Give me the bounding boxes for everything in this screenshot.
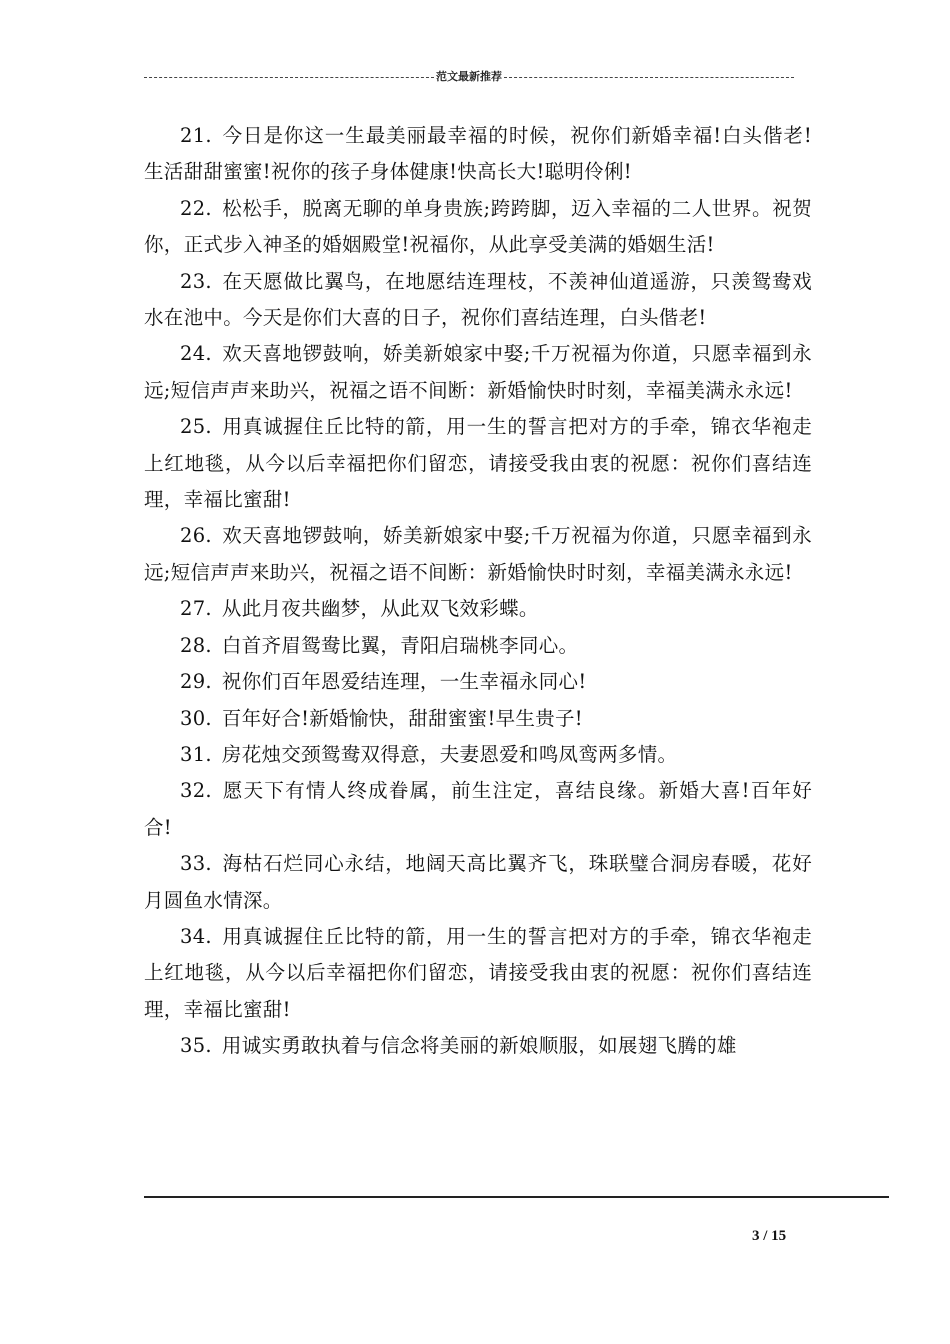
- page-header: [144, 66, 794, 86]
- document-body: [144, 118, 812, 1065]
- item-text: 用真诚握住丘比特的箭，用一生的誓言把对方的手牵，锦衣华袍走上红地毯，从今以后幸福把你们留恋，请接受我由衷的祝愿：祝你们喜结连理，幸福比蜜甜!: [144, 924, 812, 1021]
- item-number: 22.: [180, 196, 212, 220]
- list-item: [144, 664, 812, 700]
- list-item: [144, 336, 812, 409]
- item-number: 30.: [180, 706, 212, 730]
- item-number: 27.: [180, 597, 212, 621]
- item-text: 房花烛交颈鸳鸯双得意，夫妻恩爱和鸣凤鸾两多情。: [221, 742, 678, 766]
- item-text: 愿天下有情人终成眷属，前生注定，喜结良缘。新婚大喜!百年好合!: [144, 779, 812, 839]
- item-text: 海枯石烂同心永结，地阔天高比翼齐飞，珠联璧合洞房春暖，花好月圆鱼水情深。: [144, 852, 812, 912]
- item-number: 35.: [180, 1034, 212, 1058]
- item-number: 33.: [180, 852, 212, 876]
- header-dashes-left: [144, 77, 434, 78]
- list-item: [144, 919, 812, 1028]
- header-title: 范文最新推荐: [436, 70, 502, 83]
- item-number: 21.: [180, 124, 212, 147]
- list-item: [144, 409, 812, 518]
- list-item: [144, 591, 812, 627]
- header-dashes-right: [504, 77, 794, 78]
- item-text: 百年好合!新婚愉快，甜甜蜜蜜!早生贵子!: [221, 706, 583, 730]
- item-text: 用诚实勇敢执着与信念将美丽的新娘顺服，如展翅飞腾的雄: [221, 1034, 737, 1058]
- item-number: 24.: [180, 342, 212, 366]
- footer-divider: [144, 1196, 889, 1198]
- item-number: 28.: [180, 633, 212, 657]
- item-text: 在天愿做比翼鸟，在地愿结连理枝，不羡神仙道遥游，只羡鸳鸯戏水在池中。今天是你们大喜的日子，祝你们喜结连理，白头偕老!: [144, 269, 812, 330]
- item-text: 今日是你这一生最美丽最幸福的时候，祝你们新婚幸福!白头偕老!生活甜甜蜜蜜!祝你的孩子身体健康!快高长大!聪明伶俐!: [144, 124, 812, 184]
- list-item: [144, 737, 812, 773]
- list-item: [144, 1028, 812, 1064]
- list-item: [144, 773, 812, 846]
- list-item: [144, 701, 812, 737]
- list-item: [144, 191, 812, 264]
- item-number: 29.: [180, 670, 212, 694]
- item-number: 23.: [180, 269, 212, 293]
- item-text: 白首齐眉鸳鸯比翼，青阳启瑞桃李同心。: [221, 633, 579, 657]
- item-number: 26.: [180, 524, 212, 548]
- item-text: 欢天喜地锣鼓响，娇美新娘家中娶;千万祝福为你道，只愿幸福到永远;短信声声来助兴，祝福之语不间断：新婚愉快时时刻，幸福美满永永远!: [144, 524, 812, 584]
- item-text: 松松手，脱离无聊的单身贵族;跨跨脚，迈入幸福的二人世界。祝贺你，正式步入神圣的婚姻殿堂!祝福你，从此享受美满的婚姻生活!: [144, 196, 812, 257]
- list-item: [144, 118, 812, 191]
- list-item: [144, 518, 812, 591]
- list-item: [144, 846, 812, 919]
- list-item: [144, 264, 812, 337]
- item-text: 用真诚握住丘比特的箭，用一生的誓言把对方的手牵，锦衣华袍走上红地毯，从今以后幸福把你们留恋，请接受我由衷的祝愿：祝你们喜结连理，幸福比蜜甜!: [144, 415, 812, 512]
- item-number: 25.: [180, 415, 212, 439]
- item-text: 祝你们百年恩爱结连理，一生幸福永同心!: [221, 670, 587, 694]
- item-number: 32.: [180, 779, 212, 803]
- item-text: 欢天喜地锣鼓响，娇美新娘家中娶;千万祝福为你道，只愿幸福到永远;短信声声来助兴，祝福之语不间断：新婚愉快时时刻，幸福美满永永远!: [144, 342, 812, 402]
- item-number: 31.: [180, 742, 212, 766]
- page-number: 3 / 15: [752, 1228, 787, 1244]
- item-number: 34.: [180, 924, 212, 948]
- list-item: [144, 628, 812, 664]
- item-text: 从此月夜共幽梦，从此双飞效彩蝶。: [221, 597, 539, 621]
